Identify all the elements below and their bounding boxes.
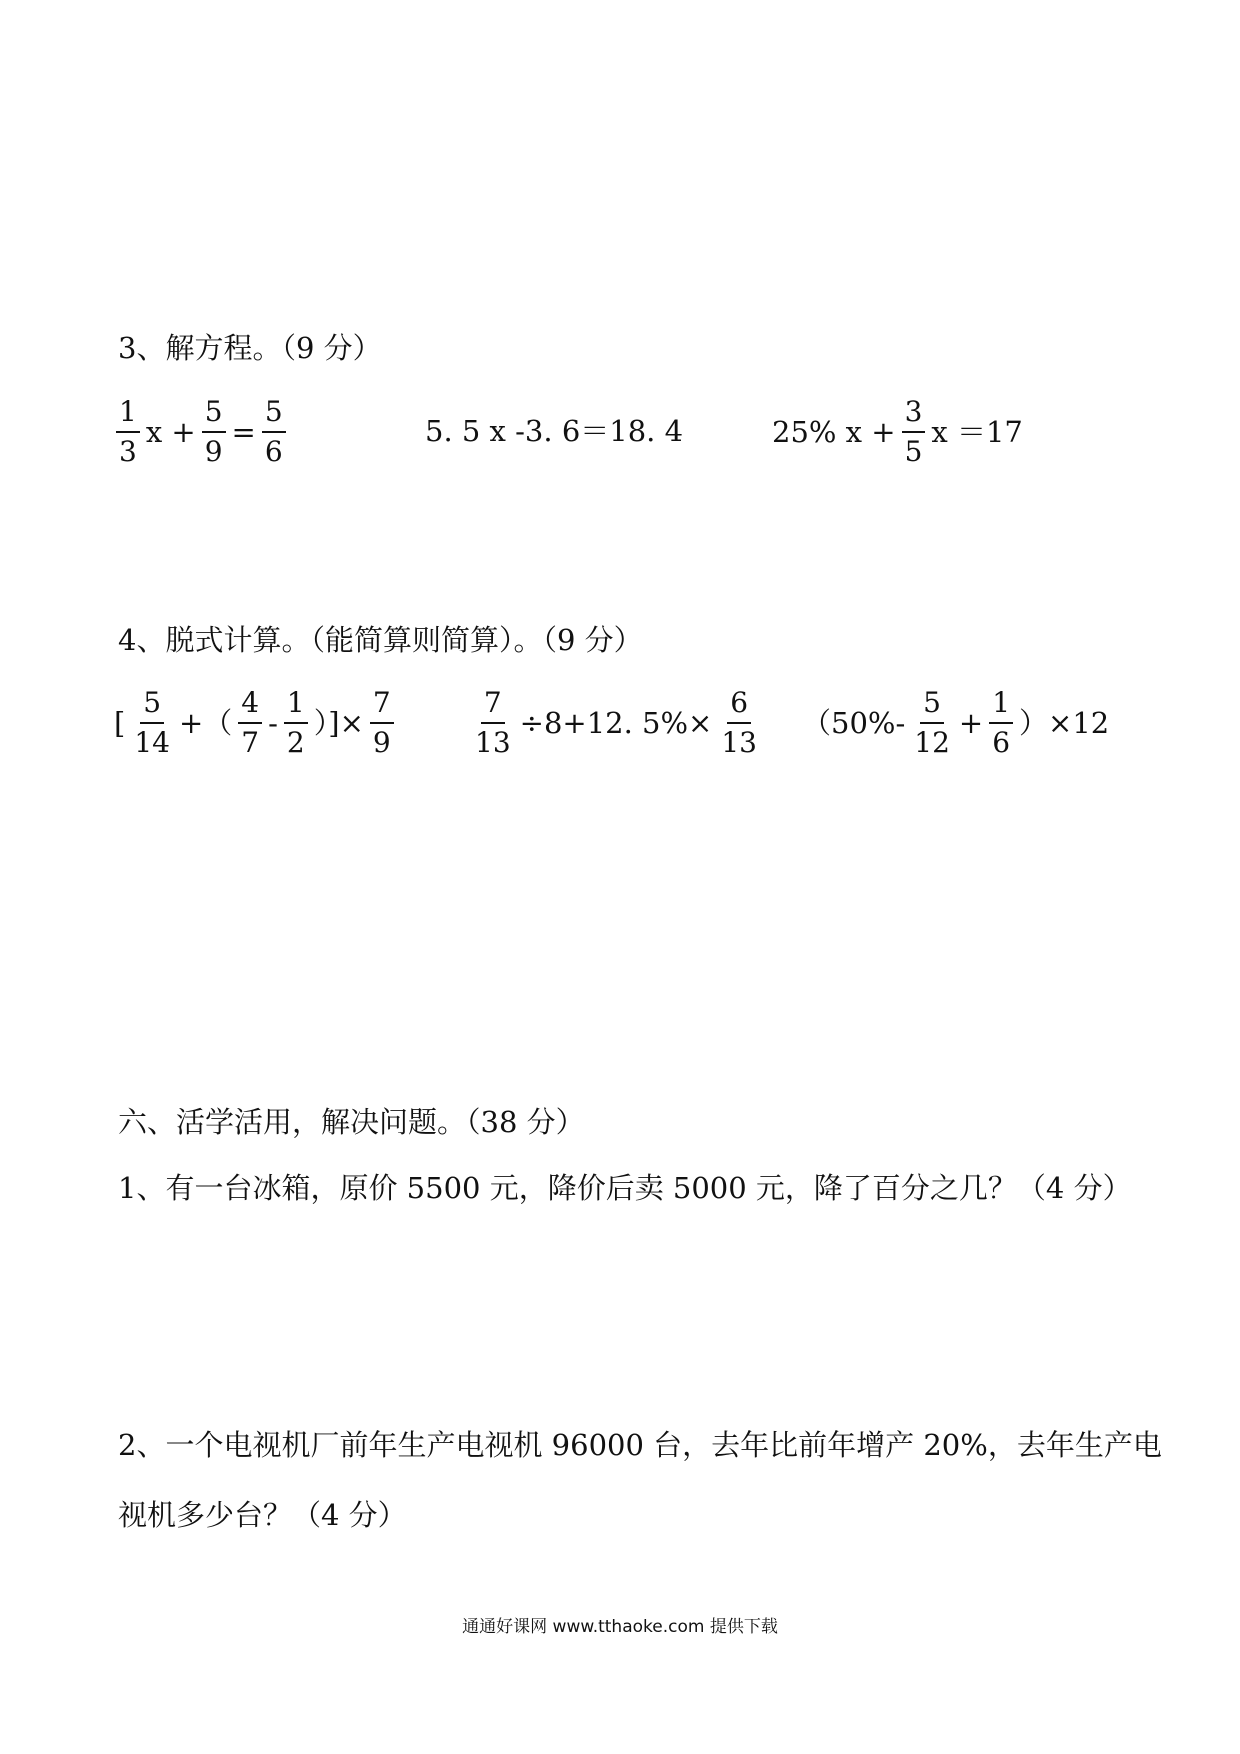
denominator: 9 [372, 726, 391, 759]
numerator: 3 [902, 395, 926, 433]
denominator: 5 [904, 435, 923, 468]
fraction [116, 395, 140, 469]
numerator: 6 [727, 686, 751, 724]
expression-1 [112, 686, 398, 760]
term: ）]× [313, 706, 364, 740]
term: （50%- [802, 706, 906, 740]
denominator: 7 [241, 726, 260, 759]
term: + [958, 706, 984, 740]
denominator: 12 [914, 726, 950, 759]
fraction [911, 686, 953, 760]
expression-3 [800, 686, 1111, 760]
numerator: 7 [481, 686, 505, 724]
numerator: 5 [920, 686, 944, 724]
question-2-line-2: 视机多少台？（4 分） [118, 1498, 407, 1532]
fraction [202, 395, 226, 469]
equation-3 [770, 395, 1025, 469]
section3-heading: 3、解方程。（9 分） [118, 331, 382, 365]
term: = [231, 415, 256, 449]
equation-1 [112, 395, 290, 469]
expression-2 [468, 686, 764, 760]
denominator: 9 [204, 435, 223, 468]
fraction [262, 395, 286, 469]
numerator: 1 [116, 395, 140, 433]
fraction [718, 686, 760, 760]
fraction [131, 686, 173, 760]
term: +（ [178, 706, 233, 740]
section6-heading: 六、活学活用，解决问题。（38 分） [118, 1105, 585, 1139]
numerator: 5 [202, 395, 226, 433]
fraction [370, 686, 394, 760]
fraction [902, 395, 926, 469]
term: x ＝17 [931, 415, 1023, 449]
fraction [989, 686, 1013, 760]
term: - [268, 706, 278, 740]
term: x + [145, 415, 196, 449]
denominator: 13 [721, 726, 757, 759]
fraction [284, 686, 308, 760]
section4-heading: 4、脱式计算。（能简算则简算）。（9 分） [118, 623, 643, 657]
denominator: 13 [475, 726, 511, 759]
denominator: 6 [992, 726, 1011, 759]
fraction [238, 686, 262, 760]
term: 25% x + [772, 415, 896, 449]
equation-2: 5. 5 x -3. 6＝18. 4 [425, 414, 684, 448]
numerator: 1 [989, 686, 1013, 724]
term: ）×12 [1019, 706, 1110, 740]
term: [ [114, 706, 126, 740]
numerator: 5 [262, 395, 286, 433]
denominator: 6 [264, 435, 283, 468]
question-2-line-1: 2、一个电视机厂前年生产电视机 96000 台，去年比前年增产 20%，去年生产电 [118, 1428, 1162, 1462]
numerator: 5 [140, 686, 164, 724]
denominator: 3 [119, 435, 137, 468]
footer-source: 通通好课网 www.tthaoke.com 提供下载 [462, 1617, 778, 1637]
denominator: 14 [134, 726, 170, 759]
question-1: 1、有一台冰箱，原价 5500 元，降价后卖 5000 元，降了百分之几？（4 分） [118, 1171, 1132, 1205]
numerator: 4 [238, 686, 262, 724]
numerator: 7 [370, 686, 394, 724]
term: ÷8+12. 5%× [519, 706, 713, 740]
numerator: 1 [284, 686, 308, 724]
denominator: 2 [286, 726, 305, 759]
fraction [472, 686, 514, 760]
